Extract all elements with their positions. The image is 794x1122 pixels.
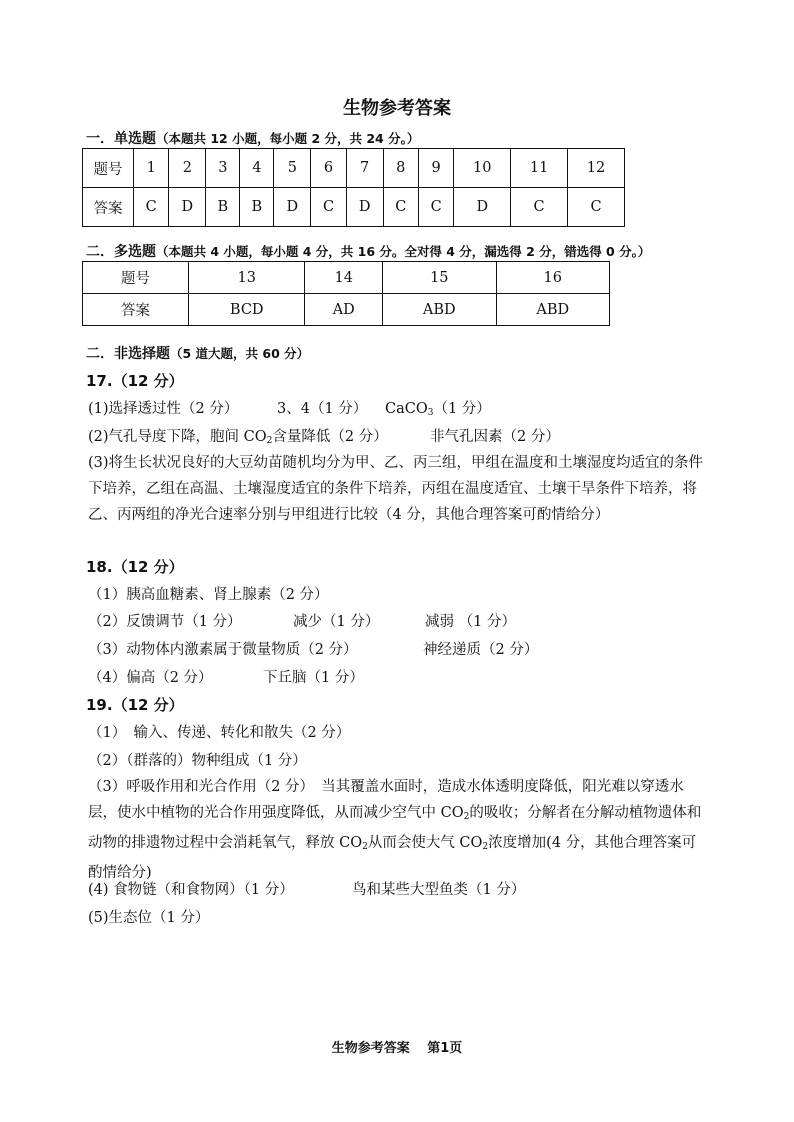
section3-heading	[86, 343, 309, 363]
subscript: 3	[427, 408, 434, 418]
question-number: 1	[134, 149, 169, 188]
q19-line2: （2）（群落的）物种组成（1 分）	[88, 753, 307, 769]
q18-line4a: （4）偏高（2 分）	[88, 670, 213, 686]
q18-line2b: 减少（1 分）	[293, 614, 380, 630]
q18-line4b: 下丘脑（1 分）	[263, 670, 364, 686]
row-label: 题号	[83, 149, 134, 188]
question-number: 15	[383, 262, 496, 294]
q19-line3-part3: 从而会使大气 CO	[367, 835, 483, 851]
section3-note: （5 道大题，共 60 分）	[170, 346, 310, 361]
question-number: 7	[346, 149, 383, 188]
answer-cell: B	[206, 188, 240, 227]
answer-cell: ABD	[383, 294, 496, 326]
page-footer: 生物参考答案 第1页	[331, 1041, 463, 1056]
q18-line3b: 神经递质（2 分）	[423, 642, 539, 658]
subscript: 2	[362, 842, 368, 852]
q17-line2b: 非气孔因素（2 分）	[430, 429, 560, 445]
table-row-numbers	[83, 262, 610, 294]
question-number: 14	[305, 262, 383, 294]
q19-line3-part2: 的吸收；分解者在分解动植物遗体和动物的排遗物过程中会消耗氧气，释放 CO	[88, 805, 702, 851]
subscript: 2	[463, 812, 470, 822]
multiple-choice-table	[82, 261, 610, 326]
question-number: 9	[418, 149, 453, 188]
question-number: 12	[568, 149, 625, 188]
subscript: 2	[266, 436, 273, 446]
answer-cell: C	[511, 188, 568, 227]
question-number: 5	[274, 149, 311, 188]
answer-cell: B	[240, 188, 274, 227]
q17-line2a-text: (2)气孔导度下降，胞间 CO	[88, 429, 267, 445]
q18-title: 18.（12 分）	[86, 558, 184, 576]
answer-cell: AD	[305, 294, 383, 326]
q17-line1a: (1)选择透过性（2 分）	[88, 401, 239, 417]
section1-heading	[86, 128, 419, 148]
q19-title: 19.（12 分）	[86, 696, 184, 714]
section3-heading-text: 二．非选择题	[86, 346, 170, 362]
q17-line2a-score: 含量降低（2 分）	[272, 429, 388, 445]
table-row-answers	[83, 294, 610, 326]
q18-line1: （1）胰高血糖素、肾上腺素（2 分）	[88, 587, 329, 603]
question-number: 16	[496, 262, 609, 294]
answer-cell: D	[346, 188, 383, 227]
row-label: 题号	[83, 262, 189, 294]
section2-note: （本题共 4 小题，每小题 4 分，共 16 分。全对得 4 分，漏选得 2 分，错选得 0 分。）	[156, 244, 651, 259]
q17-title: 17.（12 分）	[86, 372, 184, 390]
answer-cell: D	[454, 188, 511, 227]
q19-line3-part1: （3）呼吸作用和光合作用（2 分） 当其覆盖水面时，造成水体透明度降低，阳光难以穿透水层，使水中植物的光合作用强度降低，从而减少空气中 CO	[88, 779, 684, 821]
q18-line2a: （2）反馈调节（1 分）	[88, 614, 242, 630]
table-row-answers	[83, 188, 625, 227]
row-label: 答案	[83, 188, 134, 227]
answer-cell: BCD	[189, 294, 305, 326]
section2-heading-text: 二．多选题	[86, 244, 156, 260]
single-choice-table	[82, 148, 625, 227]
question-number: 11	[511, 149, 568, 188]
subscript: 2	[482, 842, 489, 852]
question-number: 10	[454, 149, 511, 188]
q19-line5: (5)生态位（1 分）	[88, 910, 210, 926]
question-number: 4	[240, 149, 274, 188]
question-number: 8	[383, 149, 418, 188]
answer-cell: D	[274, 188, 311, 227]
q18-line2c: 减弱 （1 分）	[425, 614, 516, 630]
question-number: 2	[169, 149, 206, 188]
q17-line1c-text: CaCO	[385, 401, 428, 417]
q19-line3	[88, 774, 706, 886]
answer-cell: C	[311, 188, 346, 227]
q19-line4a: (4) 食物链（和食物网）（1 分）	[88, 882, 294, 898]
q19-line4b: 鸟和某些大型鱼类（1 分）	[352, 882, 526, 898]
section1-heading-text: 一．单选题	[86, 131, 156, 147]
answer-cell: D	[169, 188, 206, 227]
page-title: 生物参考答案	[343, 98, 451, 119]
q17-line1b: 3、4（1 分）	[277, 401, 368, 417]
q17-line2a	[88, 425, 388, 446]
answer-cell: C	[383, 188, 418, 227]
answer-cell: C	[134, 188, 169, 227]
q17-line1c	[385, 397, 491, 418]
question-number: 3	[206, 149, 240, 188]
section1-note: （本题共 12 小题，每小题 2 分，共 24 分。）	[156, 131, 420, 146]
q19-line3-part4: 浓度增加(4 分，其他合理答案可酌情给分)	[88, 835, 697, 881]
q17-line1c-score: （1 分）	[433, 401, 491, 417]
answer-cell: C	[418, 188, 453, 227]
answer-cell: C	[568, 188, 625, 227]
question-number: 6	[311, 149, 346, 188]
q19-line1: （1） 输入、传递、转化和散失（2 分）	[88, 725, 351, 741]
row-label: 答案	[83, 294, 189, 326]
q17-line3: (3)将生长状况良好的大豆幼苗随机均分为甲、乙、丙三组，甲组在温度和土壤湿度均适宜的条件下培养，乙组在高温、土壤湿度适宜的条件下培养，丙组在温度适宜、土壤干旱条件下培养，将乙、丙两组的净光合速率分别与甲组进行比较（4 分，其他合理答案可酌情给分）	[88, 455, 704, 523]
table-row-numbers	[83, 149, 625, 188]
section2-heading	[86, 241, 650, 261]
answer-cell: ABD	[496, 294, 609, 326]
q18-line3a: （3）动物体内激素属于微量物质（2 分）	[88, 642, 358, 658]
question-number: 13	[189, 262, 305, 294]
